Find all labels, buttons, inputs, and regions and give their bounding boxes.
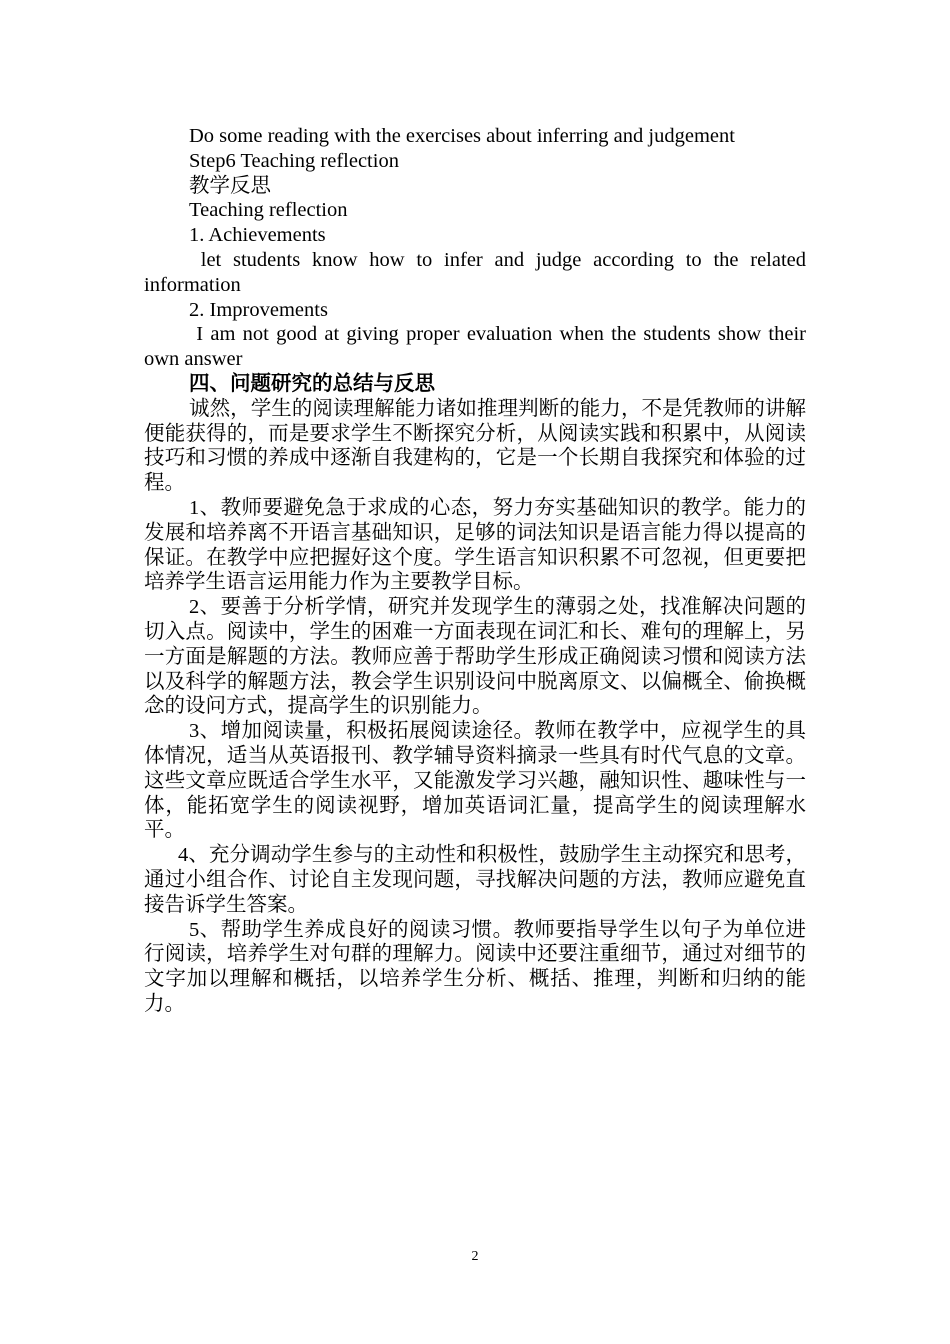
body-paragraph-3: 3、增加阅读量，积极拓展阅读途径。教师在教学中，应视学生的具体情况，适当从英语报刊、教学辅导资料摘录一些具有时代气息的文章。这些文章应既适合学生水平，又能激发学习兴趣，融知识性、趣味性与一体，能拓宽学生的阅读视野，增加英语词汇量，提高学生的阅读理解水平。 xyxy=(144,720,806,842)
paragraph-reflection-cn: 教学反思 xyxy=(189,174,271,197)
body-paragraph-intro: 诚然，学生的阅读理解能力诸如推理判断的能力，不是凭教师的讲解便能获得的，而是要求学生不断探究分析，从阅读实践和积累中，从阅读技巧和习惯的养成中逐渐自我建构的，它是一个长期自我探究和体验的过程。 xyxy=(144,397,806,495)
body-paragraph-2: 2、要善于分析学情，研究并发现学生的薄弱之处，找准解决问题的切入点。阅读中，学生的困难一方面表现在词汇和长、难句的理解上，另一方面是解题的方法。教师应善于帮助学生形成正确阅读习惯和阅读方法以及科学的解题方法，教会学生识别设问中脱离原文、以偏概全、偷换概念的设问方式，提高学生的识别能力。 xyxy=(144,596,806,718)
section-heading: 四、问题研究的总结与反思 xyxy=(189,372,435,395)
body-paragraph-1: 1、教师要避免急于求成的心态，努力夯实基础知识的教学。能力的发展和培养离不开语言基础知识，足够的词法知识是语言能力得以提高的保证。在教学中应把握好这个度。学生语言知识积累不可忽视，但更要把培养学生语言运用能力作为主要教学目标。 xyxy=(144,496,806,594)
paragraph-achievements-heading: 1. Achievements xyxy=(189,224,326,247)
body-paragraph-4: 4、充分调动学生参与的主动性和积极性，鼓励学生主动探究和思考，通过小组合作、讨论自主发现问题，寻找解决问题的方法，教师应避免直接告诉学生答案。 xyxy=(144,844,806,916)
page-number: 2 xyxy=(471,1249,479,1264)
document-page xyxy=(144,124,812,1017)
body-paragraph-5: 5、帮助学生养成良好的阅读习惯。教师要指导学生以句子为单位进行阅读，培养学生对句群的理解力。阅读中还要注重细节，通过对细节的文字加以理解和概括，以培养学生分析、概括、推理，判断和归纳的能力。 xyxy=(144,918,806,1015)
paragraph-improvements-body: I am not good at giving proper evaluation when the students show their own answer xyxy=(144,323,812,371)
paragraph-achievements-body: let students know how to infer and judge according to the related information xyxy=(144,248,812,296)
paragraph-step6: Step6 Teaching reflection xyxy=(189,149,399,172)
paragraph-reading-exercises: Do some reading with the exercises about inferring and judgement xyxy=(189,125,735,147)
paragraph-improvements-heading: 2. Improvements xyxy=(189,298,328,321)
paragraph-reflection-en: Teaching reflection xyxy=(189,199,348,222)
